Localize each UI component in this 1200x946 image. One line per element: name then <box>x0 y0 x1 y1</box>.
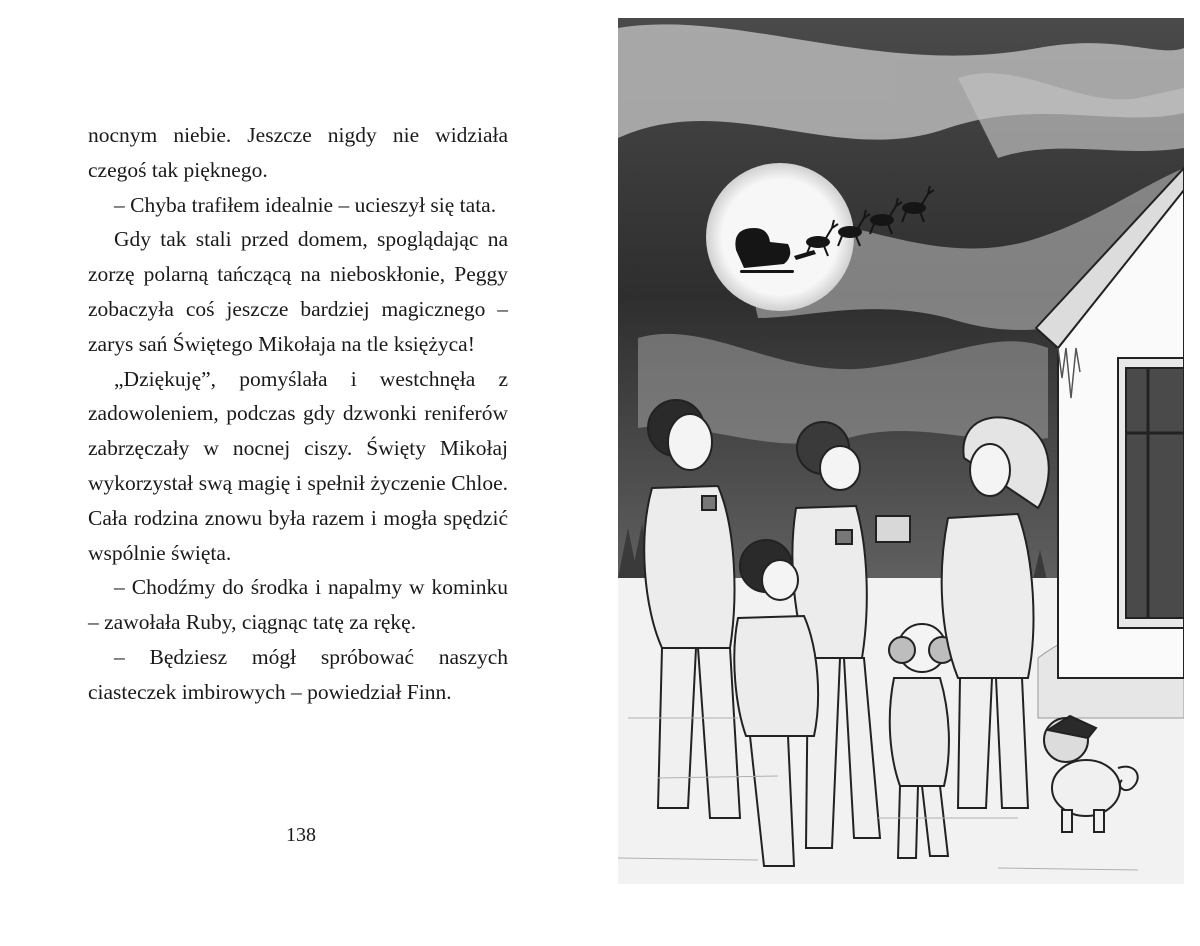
text-column <box>88 118 508 710</box>
paragraph: – Chyba trafiłem idealnie – ucieszył się tata. <box>114 192 497 217</box>
moon <box>706 163 854 311</box>
paragraph: – Będziesz mógł spróbować naszych ciasteczek imbirowych – powiedział Finn. <box>88 644 508 704</box>
page-number: 138 <box>286 824 316 846</box>
paragraph: – Chodźmy do środka i napalmy w kominku – zawołała Ruby, ciągnąc tatę za rękę. <box>88 575 508 635</box>
illustration-drawing <box>618 18 1184 884</box>
illustration <box>618 18 1184 884</box>
paragraph: nocnym niebie. Jeszcze nigdy nie widziała czegoś tak pięknego. <box>88 123 508 182</box>
paragraph: Gdy tak stali przed domem, spoglądając na zorzę polarną tańczącą na nieboskłonie, Peggy zobaczyła coś jeszcze bardziej magicznego – zarys sań Świętego Mikołaja na tle księżyca! <box>88 227 508 356</box>
paragraph: „Dziękuję”, pomyślała i westchnęła z zadowoleniem, podczas gdy dzwonki reniferów zabrzęczały w nocnej ciszy. Święty Mikołaj wykorzystał swą magię i spełnił życzenie Chloe. Cała rodzina znowu była razem i mogła spędzić wspólnie święta. <box>88 366 508 565</box>
